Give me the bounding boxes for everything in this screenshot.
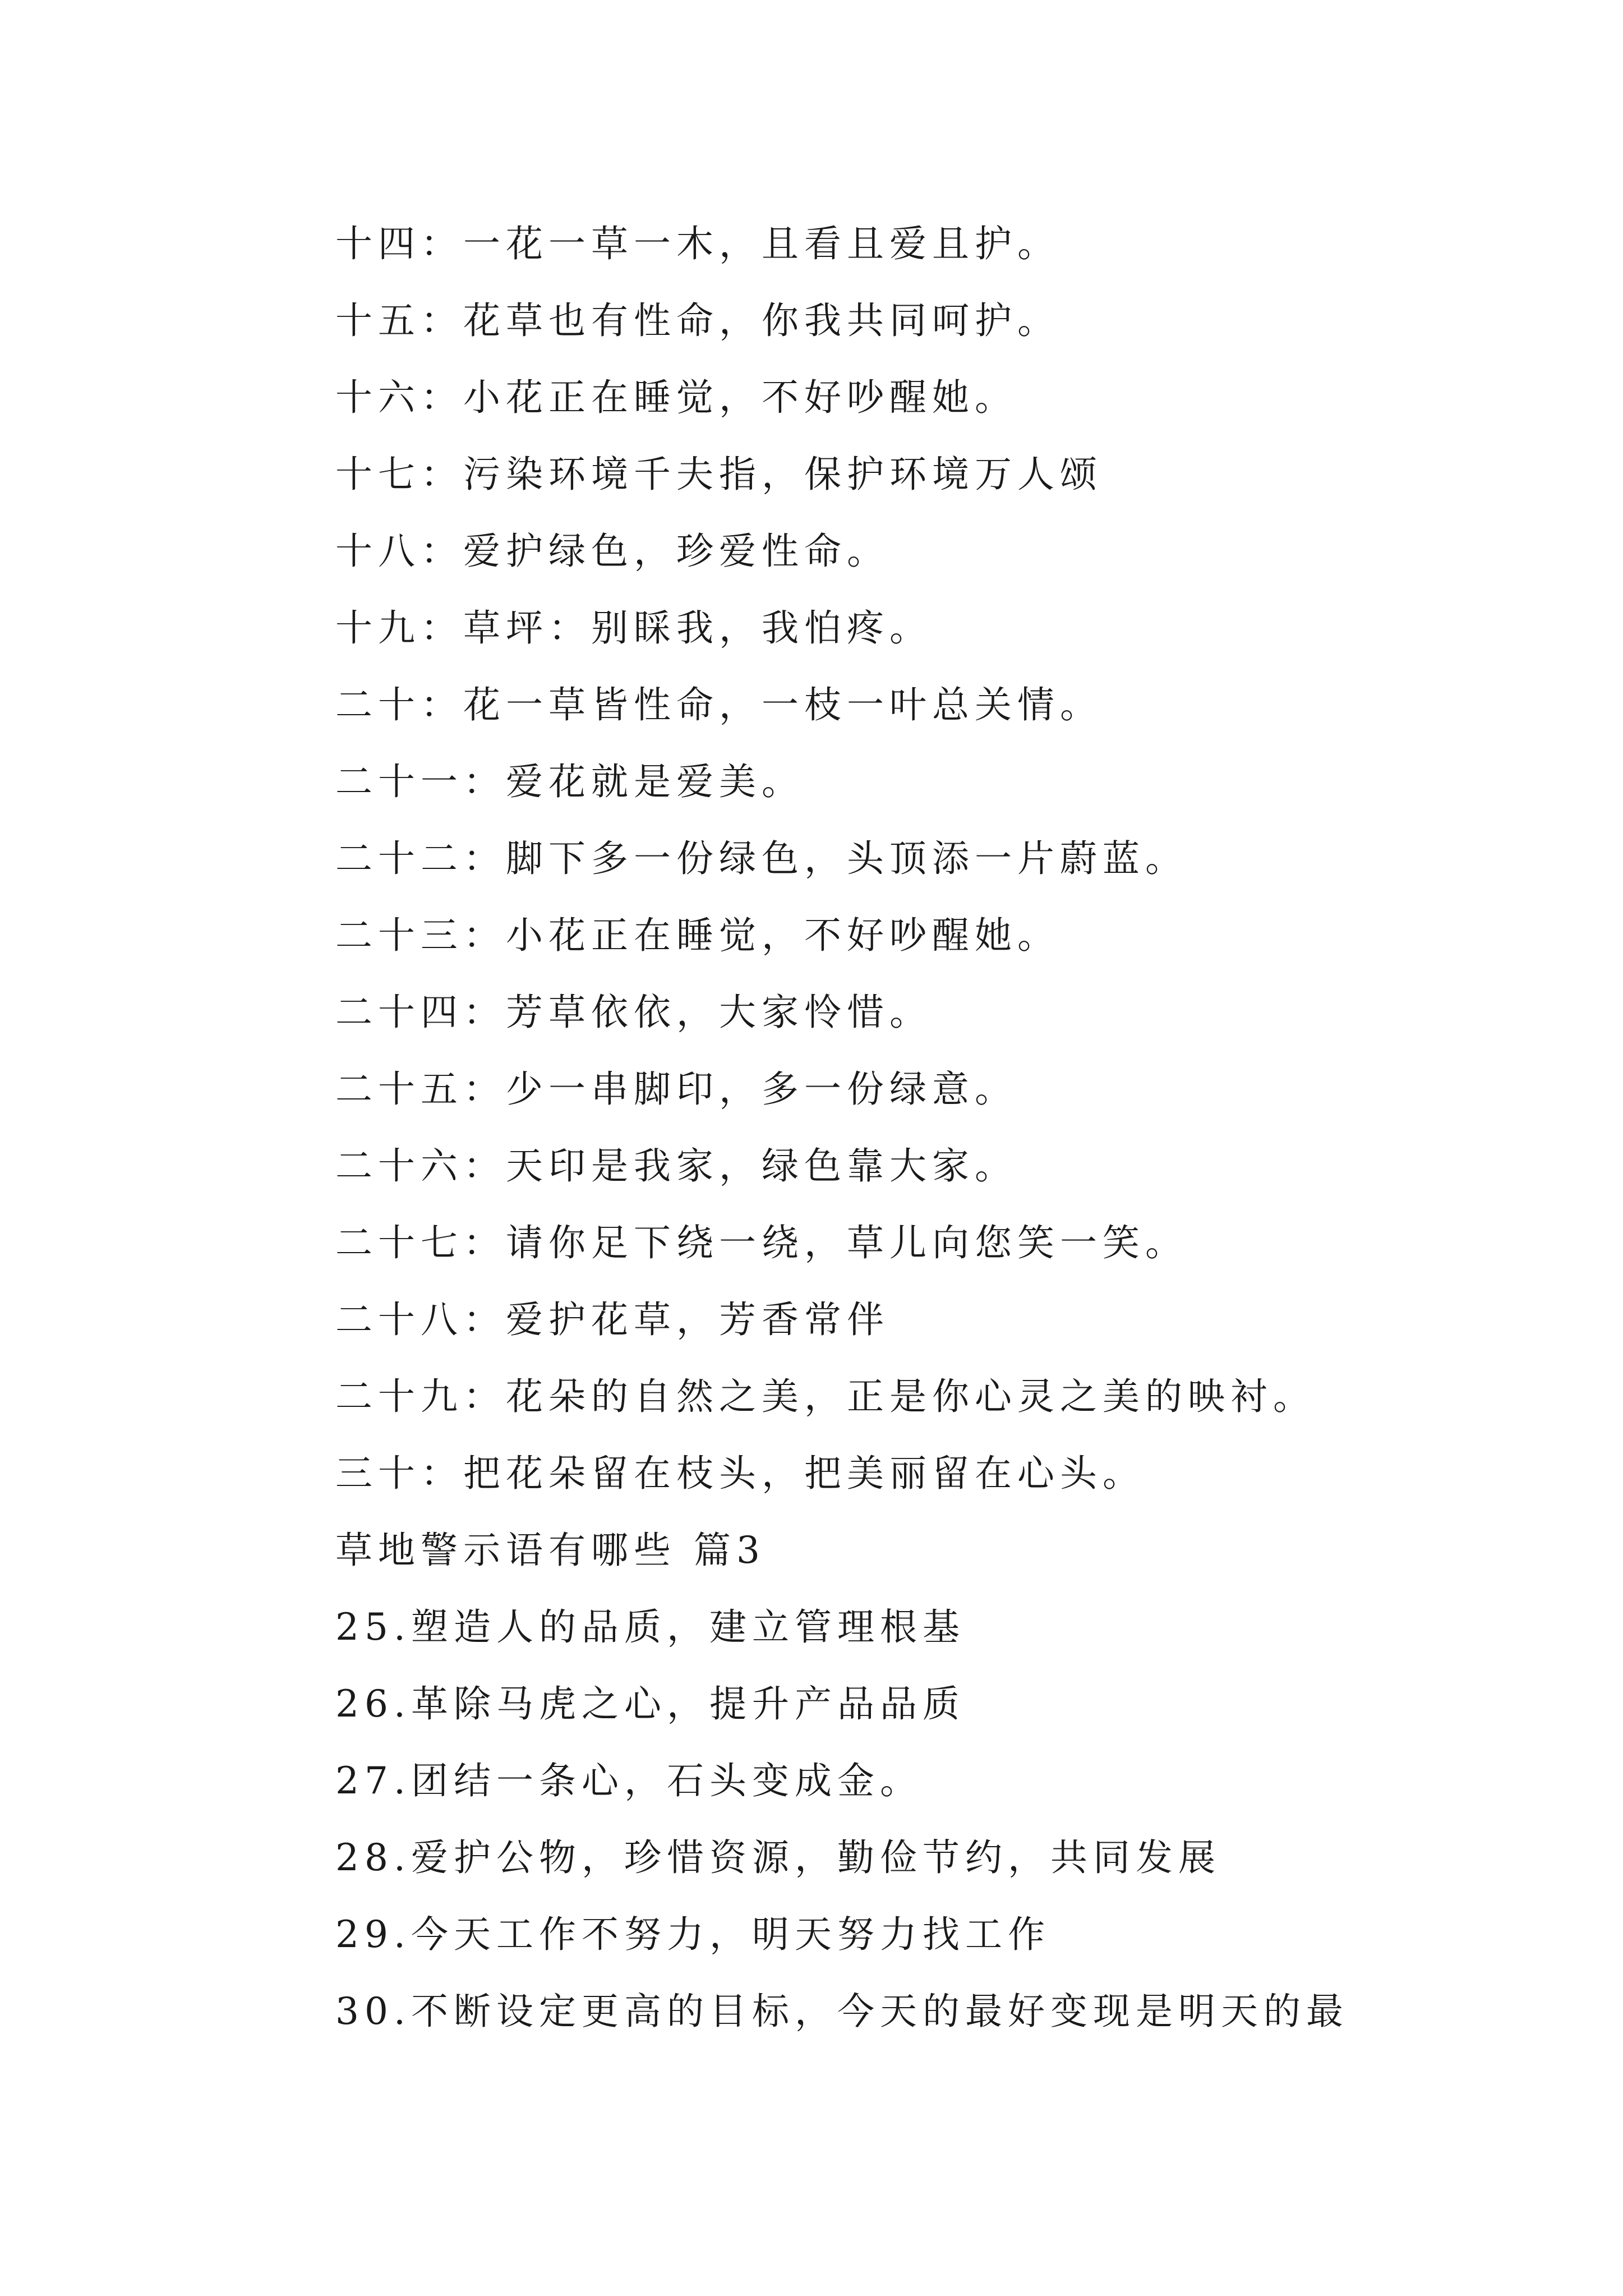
text-line: 二十九：花朵的自然之美，正是你心灵之美的映衬。 (335, 1375, 1316, 1418)
text-line: 29.今天工作不努力，明天努力找工作 (335, 1913, 1050, 1956)
text-line: 二十二：脚下多一份绿色，头顶添一片蔚蓝。 (335, 837, 1188, 880)
text-line: 27.团结一条心，石头变成金。 (335, 1759, 923, 1802)
text-line: 十五：花草也有性命，你我共同呵护。 (335, 299, 1060, 342)
text-line: 二十：花一草皆性命，一枝一叶总关情。 (335, 683, 1103, 726)
text-line: 二十五：少一串脚印，多一份绿意。 (335, 1068, 1017, 1111)
text-line: 十四：一花一草一木，且看且爱且护。 (335, 222, 1060, 265)
text-line: 二十四：芳草依依，大家怜惜。 (335, 991, 932, 1034)
text-line: 十九：草坪：别睬我，我怕疼。 (335, 606, 932, 650)
text-line: 十八：爱护绿色，珍爱性命。 (335, 530, 889, 573)
text-line: 二十八：爱护花草，芳香常伴 (335, 1298, 889, 1341)
text-line: 25.塑造人的品质，建立管理根基 (335, 1605, 965, 1649)
section-heading: 草地警示语有哪些 篇3 (335, 1529, 766, 1572)
text-line: 二十七：请你足下绕一绕，草儿向您笑一笑。 (335, 1221, 1188, 1264)
text-line: 二十一：爱花就是爱美。 (335, 760, 804, 803)
text-line: 二十三：小花正在睡觉，不好吵醒她。 (335, 914, 1060, 957)
text-line: 28.爱护公物，珍惜资源，勤俭节约，共同发展 (335, 1836, 1221, 1879)
text-line: 二十六：天印是我家，绿色靠大家。 (335, 1144, 1017, 1188)
text-line: 十七：污染环境千夫指，保护环境万人颂 (335, 453, 1103, 496)
text-line: 30.不断设定更高的目标，今天的最好变现是明天的最 (335, 1990, 1349, 2033)
text-line: 三十：把花朵留在枝头，把美丽留在心头。 (335, 1452, 1145, 1495)
document-body (335, 205, 1457, 2050)
text-line: 十六：小花正在睡觉，不好吵醒她。 (335, 376, 1017, 419)
text-line: 26.革除马虎之心，提升产品品质 (335, 1682, 965, 1726)
